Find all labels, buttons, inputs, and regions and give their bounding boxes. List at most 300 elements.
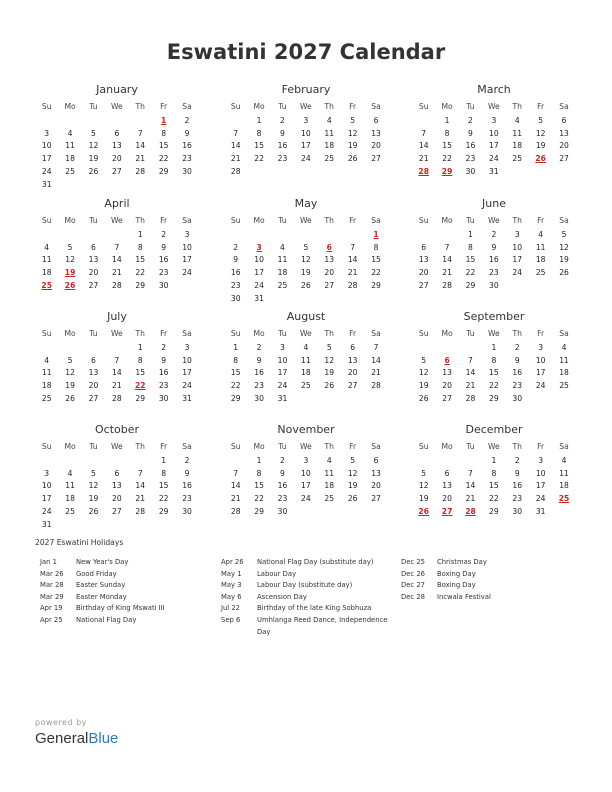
day-cell: 24	[277, 381, 288, 391]
weekday-label: Tu	[89, 442, 98, 451]
empty-cell	[58, 115, 81, 128]
branding	[35, 718, 118, 747]
day-cell: 3	[280, 342, 285, 352]
day-cell: 31	[277, 393, 288, 403]
holiday-item	[221, 557, 401, 569]
weekday-label: Su	[230, 329, 241, 338]
holiday-column	[401, 557, 581, 603]
day-cell: 31	[535, 506, 546, 516]
holiday-day: 25	[41, 280, 52, 290]
holiday-date: Mar 29	[40, 592, 64, 601]
day-cell: 18	[41, 381, 52, 391]
day-cell: 16	[465, 141, 476, 151]
weekday-label: Th	[324, 102, 334, 111]
day-cell: 18	[301, 368, 311, 378]
day-cell: 18	[512, 141, 523, 151]
holiday-day: 27	[441, 506, 453, 516]
day-cell: 14	[347, 255, 358, 265]
day-cell: 8	[161, 128, 167, 138]
weekday-label: Fr	[349, 216, 357, 225]
empty-cell	[58, 229, 81, 242]
day-cell: 24	[41, 506, 52, 516]
weekday-label: Su	[418, 216, 429, 225]
day-cell: 18	[65, 154, 75, 164]
day-cell: 10	[535, 468, 546, 478]
empty-cell	[318, 229, 341, 242]
day-cell: 24	[41, 166, 52, 176]
day-cell: 23	[512, 381, 523, 391]
week-row	[35, 493, 199, 506]
day-cell: 31	[41, 179, 52, 189]
day-cell: 27	[88, 280, 99, 290]
week-row	[224, 254, 388, 267]
day-cell: 16	[489, 255, 499, 265]
weekday-label: Tu	[466, 329, 475, 338]
weekday-label: Tu	[89, 329, 98, 338]
weekday-label: Mo	[64, 216, 76, 225]
week-row	[35, 229, 199, 242]
day-cell: 11	[512, 128, 523, 138]
day-cell: 27	[418, 280, 429, 290]
week-row	[224, 267, 388, 280]
day-cell: 17	[277, 368, 288, 378]
day-cell: 3	[44, 128, 50, 138]
day-cell: 22	[254, 154, 264, 164]
day-cell: 16	[277, 141, 288, 151]
day-cell: 17	[301, 481, 311, 491]
month-november	[224, 422, 388, 519]
week-row	[224, 280, 388, 293]
day-cell: 12	[65, 255, 75, 265]
day-cell: 10	[182, 355, 192, 365]
holiday-name: New Year's Day	[76, 558, 129, 566]
generalblue-logo[interactable]	[35, 730, 118, 747]
day-cell: 24	[301, 154, 311, 164]
empty-cell	[129, 455, 152, 468]
day-cell: 27	[112, 506, 122, 516]
day-cell: 13	[418, 255, 429, 265]
day-cell: 2	[184, 115, 190, 125]
day-cell: 23	[489, 268, 499, 278]
day-cell: 9	[514, 468, 520, 478]
day-cell: 2	[256, 342, 262, 352]
day-cell: 4	[67, 468, 73, 478]
day-cell: 29	[158, 166, 169, 176]
day-cell: 8	[444, 128, 450, 138]
day-cell: 21	[442, 268, 452, 278]
holiday-item	[40, 603, 220, 615]
day-cell: 12	[347, 128, 358, 138]
holiday-day: 29	[441, 166, 453, 176]
weekday-label: Su	[418, 102, 429, 111]
day-cell: 27	[371, 494, 381, 504]
weekday-label: Sa	[559, 442, 569, 451]
day-cell: 8	[137, 355, 143, 365]
day-cell: 2	[233, 242, 239, 252]
logo-blue-text: Blue	[88, 730, 119, 747]
weekday-label: We	[487, 329, 500, 338]
weekday-label: Mo	[253, 216, 265, 225]
day-cell: 15	[465, 255, 476, 265]
day-cell: 2	[161, 229, 167, 239]
weekday-header	[35, 215, 199, 228]
holidays-title: 2027 Eswatini Holidays	[35, 538, 124, 547]
month-september	[412, 309, 576, 406]
day-cell: 12	[301, 255, 311, 265]
day-cell: 27	[112, 166, 122, 176]
day-cell: 19	[324, 368, 335, 378]
day-cell: 1	[491, 342, 497, 352]
day-cell: 26	[347, 494, 358, 504]
week-row	[224, 166, 388, 179]
day-cell: 24	[254, 280, 264, 290]
day-cell: 1	[161, 455, 167, 465]
week-row	[224, 455, 388, 468]
weekday-header	[35, 328, 199, 341]
month-march	[412, 82, 576, 179]
month-name: November	[277, 423, 335, 436]
day-cell: 3	[514, 229, 520, 239]
day-cell: 23	[512, 494, 523, 504]
day-cell: 4	[44, 355, 50, 365]
day-cell: 2	[491, 229, 497, 239]
page-title: Eswatini 2027 Calendar	[166, 40, 446, 64]
day-cell: 7	[114, 355, 120, 365]
month-name: May	[294, 197, 318, 210]
week-row	[35, 115, 199, 128]
day-cell: 5	[350, 455, 356, 465]
day-cell: 11	[277, 255, 288, 265]
month-january	[35, 82, 199, 192]
weekday-label: We	[299, 329, 312, 338]
day-cell: 6	[373, 455, 379, 465]
weekday-label: Fr	[160, 216, 168, 225]
weekday-label: Sa	[182, 442, 192, 451]
day-cell: 2	[514, 342, 520, 352]
weekday-header	[412, 215, 576, 228]
day-cell: 5	[350, 115, 356, 125]
weekday-label: We	[110, 102, 123, 111]
month-august	[224, 309, 388, 406]
holiday-date: May 1	[221, 569, 242, 578]
day-cell: 1	[256, 455, 262, 465]
day-cell: 24	[535, 381, 546, 391]
day-cell: 7	[444, 242, 450, 252]
empty-cell	[435, 342, 458, 355]
week-row	[224, 367, 388, 380]
day-cell: 7	[350, 242, 356, 252]
week-row	[224, 506, 388, 519]
holiday-date: Apr 19	[40, 604, 63, 613]
day-cell: 16	[512, 368, 523, 378]
day-cell: 22	[465, 268, 476, 278]
weekday-label: Mo	[64, 329, 76, 338]
day-cell: 29	[230, 393, 241, 403]
day-cell: 5	[538, 115, 544, 125]
day-cell: 4	[44, 242, 50, 252]
weekday-label: Th	[324, 442, 334, 451]
day-cell: 28	[371, 381, 381, 391]
day-cell: 27	[442, 393, 452, 403]
day-cell: 22	[489, 494, 499, 504]
day-cell: 14	[112, 255, 122, 265]
day-cell: 3	[538, 342, 544, 352]
weekday-label: Fr	[349, 102, 357, 111]
day-cell: 22	[135, 268, 146, 278]
week-row	[35, 280, 199, 293]
day-cell: 12	[324, 355, 335, 365]
weekday-label: Mo	[441, 442, 453, 451]
day-cell: 14	[230, 141, 241, 151]
holiday-day: 6	[326, 242, 332, 252]
day-cell: 4	[280, 242, 285, 252]
day-cell: 6	[373, 115, 379, 125]
weekday-header	[412, 328, 576, 341]
weekday-label: Fr	[349, 329, 357, 338]
empty-cell	[105, 342, 128, 355]
month-june	[412, 196, 576, 293]
day-cell: 16	[254, 368, 264, 378]
day-cell: 12	[418, 368, 429, 378]
week-row	[35, 393, 199, 406]
day-cell: 18	[559, 481, 569, 491]
day-cell: 3	[184, 342, 190, 352]
weekday-label: Sa	[182, 216, 192, 225]
month-name: April	[104, 197, 130, 210]
week-row	[35, 128, 199, 141]
day-cell: 8	[161, 468, 167, 478]
day-cell: 14	[418, 141, 429, 151]
day-cell: 2	[514, 455, 520, 465]
weekday-header	[412, 101, 576, 114]
day-cell: 25	[277, 280, 288, 290]
day-cell: 13	[442, 481, 452, 491]
weekday-label: Th	[135, 102, 145, 111]
weekday-label: Tu	[466, 216, 475, 225]
day-cell: 13	[112, 481, 122, 491]
day-cell: 21	[135, 154, 146, 164]
day-cell: 19	[535, 141, 546, 151]
weekday-label: Sa	[182, 102, 192, 111]
day-cell: 13	[112, 141, 122, 151]
weekday-label: Su	[418, 329, 429, 338]
holiday-item	[221, 615, 401, 638]
weekday-label: Tu	[466, 442, 475, 451]
day-cell: 23	[182, 494, 192, 504]
holiday-date: May 6	[221, 592, 242, 601]
day-cell: 3	[303, 115, 309, 125]
day-cell: 1	[491, 455, 497, 465]
day-cell: 1	[137, 342, 143, 352]
day-cell: 23	[254, 381, 264, 391]
weekday-label: Sa	[559, 216, 569, 225]
day-cell: 13	[88, 368, 99, 378]
day-cell: 25	[301, 381, 311, 391]
week-row	[224, 229, 388, 242]
week-row	[35, 153, 199, 166]
day-cell: 25	[324, 154, 335, 164]
day-cell: 25	[65, 506, 75, 516]
day-cell: 25	[65, 166, 75, 176]
week-row	[35, 506, 199, 519]
weekday-label: Fr	[160, 442, 168, 451]
week-row	[224, 493, 388, 506]
weekday-label: Su	[230, 216, 241, 225]
month-april	[35, 196, 199, 293]
day-cell: 10	[489, 128, 499, 138]
empty-cell	[271, 229, 294, 242]
holiday-item	[401, 557, 581, 569]
day-cell: 22	[371, 268, 381, 278]
holiday-item	[40, 557, 220, 569]
day-cell: 8	[491, 355, 497, 365]
weekday-label: Su	[41, 442, 52, 451]
week-row	[224, 293, 388, 306]
day-cell: 6	[350, 342, 356, 352]
weekday-label: Su	[41, 216, 52, 225]
weekday-header	[224, 101, 388, 114]
day-cell: 26	[301, 280, 311, 290]
day-cell: 11	[65, 141, 75, 151]
day-cell: 20	[418, 268, 429, 278]
day-cell: 6	[444, 468, 450, 478]
day-cell: 28	[465, 393, 476, 403]
month-february	[224, 82, 388, 179]
day-cell: 5	[91, 128, 96, 138]
weekday-label: Sa	[371, 329, 381, 338]
weekday-label: Mo	[441, 329, 453, 338]
holiday-day: 26	[64, 280, 76, 290]
day-cell: 22	[158, 494, 169, 504]
holiday-date: Sep 6	[221, 615, 241, 624]
empty-cell	[82, 229, 105, 242]
week-row	[412, 153, 576, 166]
day-cell: 2	[468, 115, 473, 125]
day-cell: 10	[512, 242, 523, 252]
holiday-date: Mar 26	[40, 569, 64, 578]
day-cell: 21	[418, 154, 429, 164]
day-cell: 2	[184, 455, 190, 465]
day-cell: 23	[158, 381, 169, 391]
day-cell: 20	[442, 381, 452, 391]
day-cell: 31	[489, 166, 499, 176]
month-name: October	[94, 423, 140, 436]
holiday-name: Umhlanga Reed Dance, Independence Day	[257, 615, 388, 636]
weekday-label: Fr	[349, 442, 357, 451]
day-cell: 22	[230, 381, 241, 391]
day-cell: 29	[135, 280, 146, 290]
day-cell: 13	[347, 355, 358, 365]
day-cell: 8	[137, 242, 143, 252]
day-cell: 21	[135, 494, 146, 504]
holiday-name: Birthday of the late King Sobhuza	[257, 604, 372, 613]
day-cell: 5	[67, 242, 73, 252]
empty-cell	[224, 455, 247, 468]
day-cell: 28	[442, 280, 452, 290]
day-cell: 9	[184, 128, 190, 138]
day-cell: 19	[88, 494, 99, 504]
day-cell: 29	[489, 506, 499, 516]
empty-cell	[412, 229, 435, 242]
day-cell: 17	[301, 141, 311, 151]
weekday-label: Tu	[278, 102, 287, 111]
weekday-label: Mo	[64, 442, 76, 451]
holiday-name: Labour Day	[257, 569, 297, 578]
week-row	[412, 115, 576, 128]
day-cell: 24	[182, 268, 192, 278]
weekday-label: Th	[135, 216, 145, 225]
month-name: July	[107, 310, 127, 323]
day-cell: 27	[371, 154, 381, 164]
day-cell: 16	[158, 255, 169, 265]
weekday-label: We	[299, 442, 312, 451]
weekday-label: Th	[512, 329, 522, 338]
holiday-name: Ascension Day	[257, 592, 307, 601]
day-cell: 7	[468, 468, 473, 478]
day-cell: 21	[230, 494, 241, 504]
day-cell: 24	[489, 154, 499, 164]
holiday-name: Boxing Day	[437, 569, 476, 578]
day-cell: 8	[468, 242, 473, 252]
holiday-item	[221, 603, 401, 615]
day-cell: 17	[512, 255, 523, 265]
day-cell: 29	[465, 280, 476, 290]
day-cell: 19	[301, 268, 311, 278]
day-cell: 16	[230, 268, 241, 278]
weekday-header	[35, 441, 199, 454]
day-cell: 20	[88, 268, 99, 278]
day-cell: 14	[465, 368, 476, 378]
day-cell: 19	[347, 141, 358, 151]
day-cell: 27	[347, 381, 358, 391]
day-cell: 19	[88, 154, 99, 164]
weekday-label: Mo	[253, 329, 265, 338]
day-cell: 28	[135, 506, 146, 516]
holiday-date: Mar 28	[40, 581, 64, 590]
week-row	[412, 393, 576, 406]
weekday-label: We	[299, 216, 312, 225]
weekday-label: Tu	[466, 102, 475, 111]
holiday-item	[401, 569, 581, 581]
day-cell: 31	[254, 293, 264, 303]
weekday-label: Su	[230, 102, 241, 111]
holiday-date: Jan 1	[40, 558, 57, 566]
day-cell: 7	[373, 342, 379, 352]
weekday-label: Fr	[537, 102, 545, 111]
day-cell: 17	[41, 494, 52, 504]
empty-cell	[35, 229, 58, 242]
day-cell: 20	[112, 494, 122, 504]
day-cell: 10	[41, 141, 52, 151]
month-name: June	[482, 197, 506, 210]
week-row	[35, 380, 199, 393]
weekday-label: Th	[324, 216, 334, 225]
day-cell: 24	[301, 494, 311, 504]
holiday-day: 25	[558, 494, 570, 504]
day-cell: 30	[489, 280, 499, 290]
weekday-label: Mo	[441, 216, 453, 225]
weekday-label: Sa	[559, 329, 569, 338]
day-cell: 14	[112, 368, 122, 378]
day-cell: 11	[324, 468, 335, 478]
day-cell: 1	[233, 342, 239, 352]
week-row	[224, 140, 388, 153]
day-cell: 14	[135, 141, 146, 151]
day-cell: 13	[88, 255, 99, 265]
day-cell: 23	[158, 268, 169, 278]
day-cell: 1	[256, 115, 262, 125]
holiday-name: Incwala Festival	[437, 592, 491, 601]
